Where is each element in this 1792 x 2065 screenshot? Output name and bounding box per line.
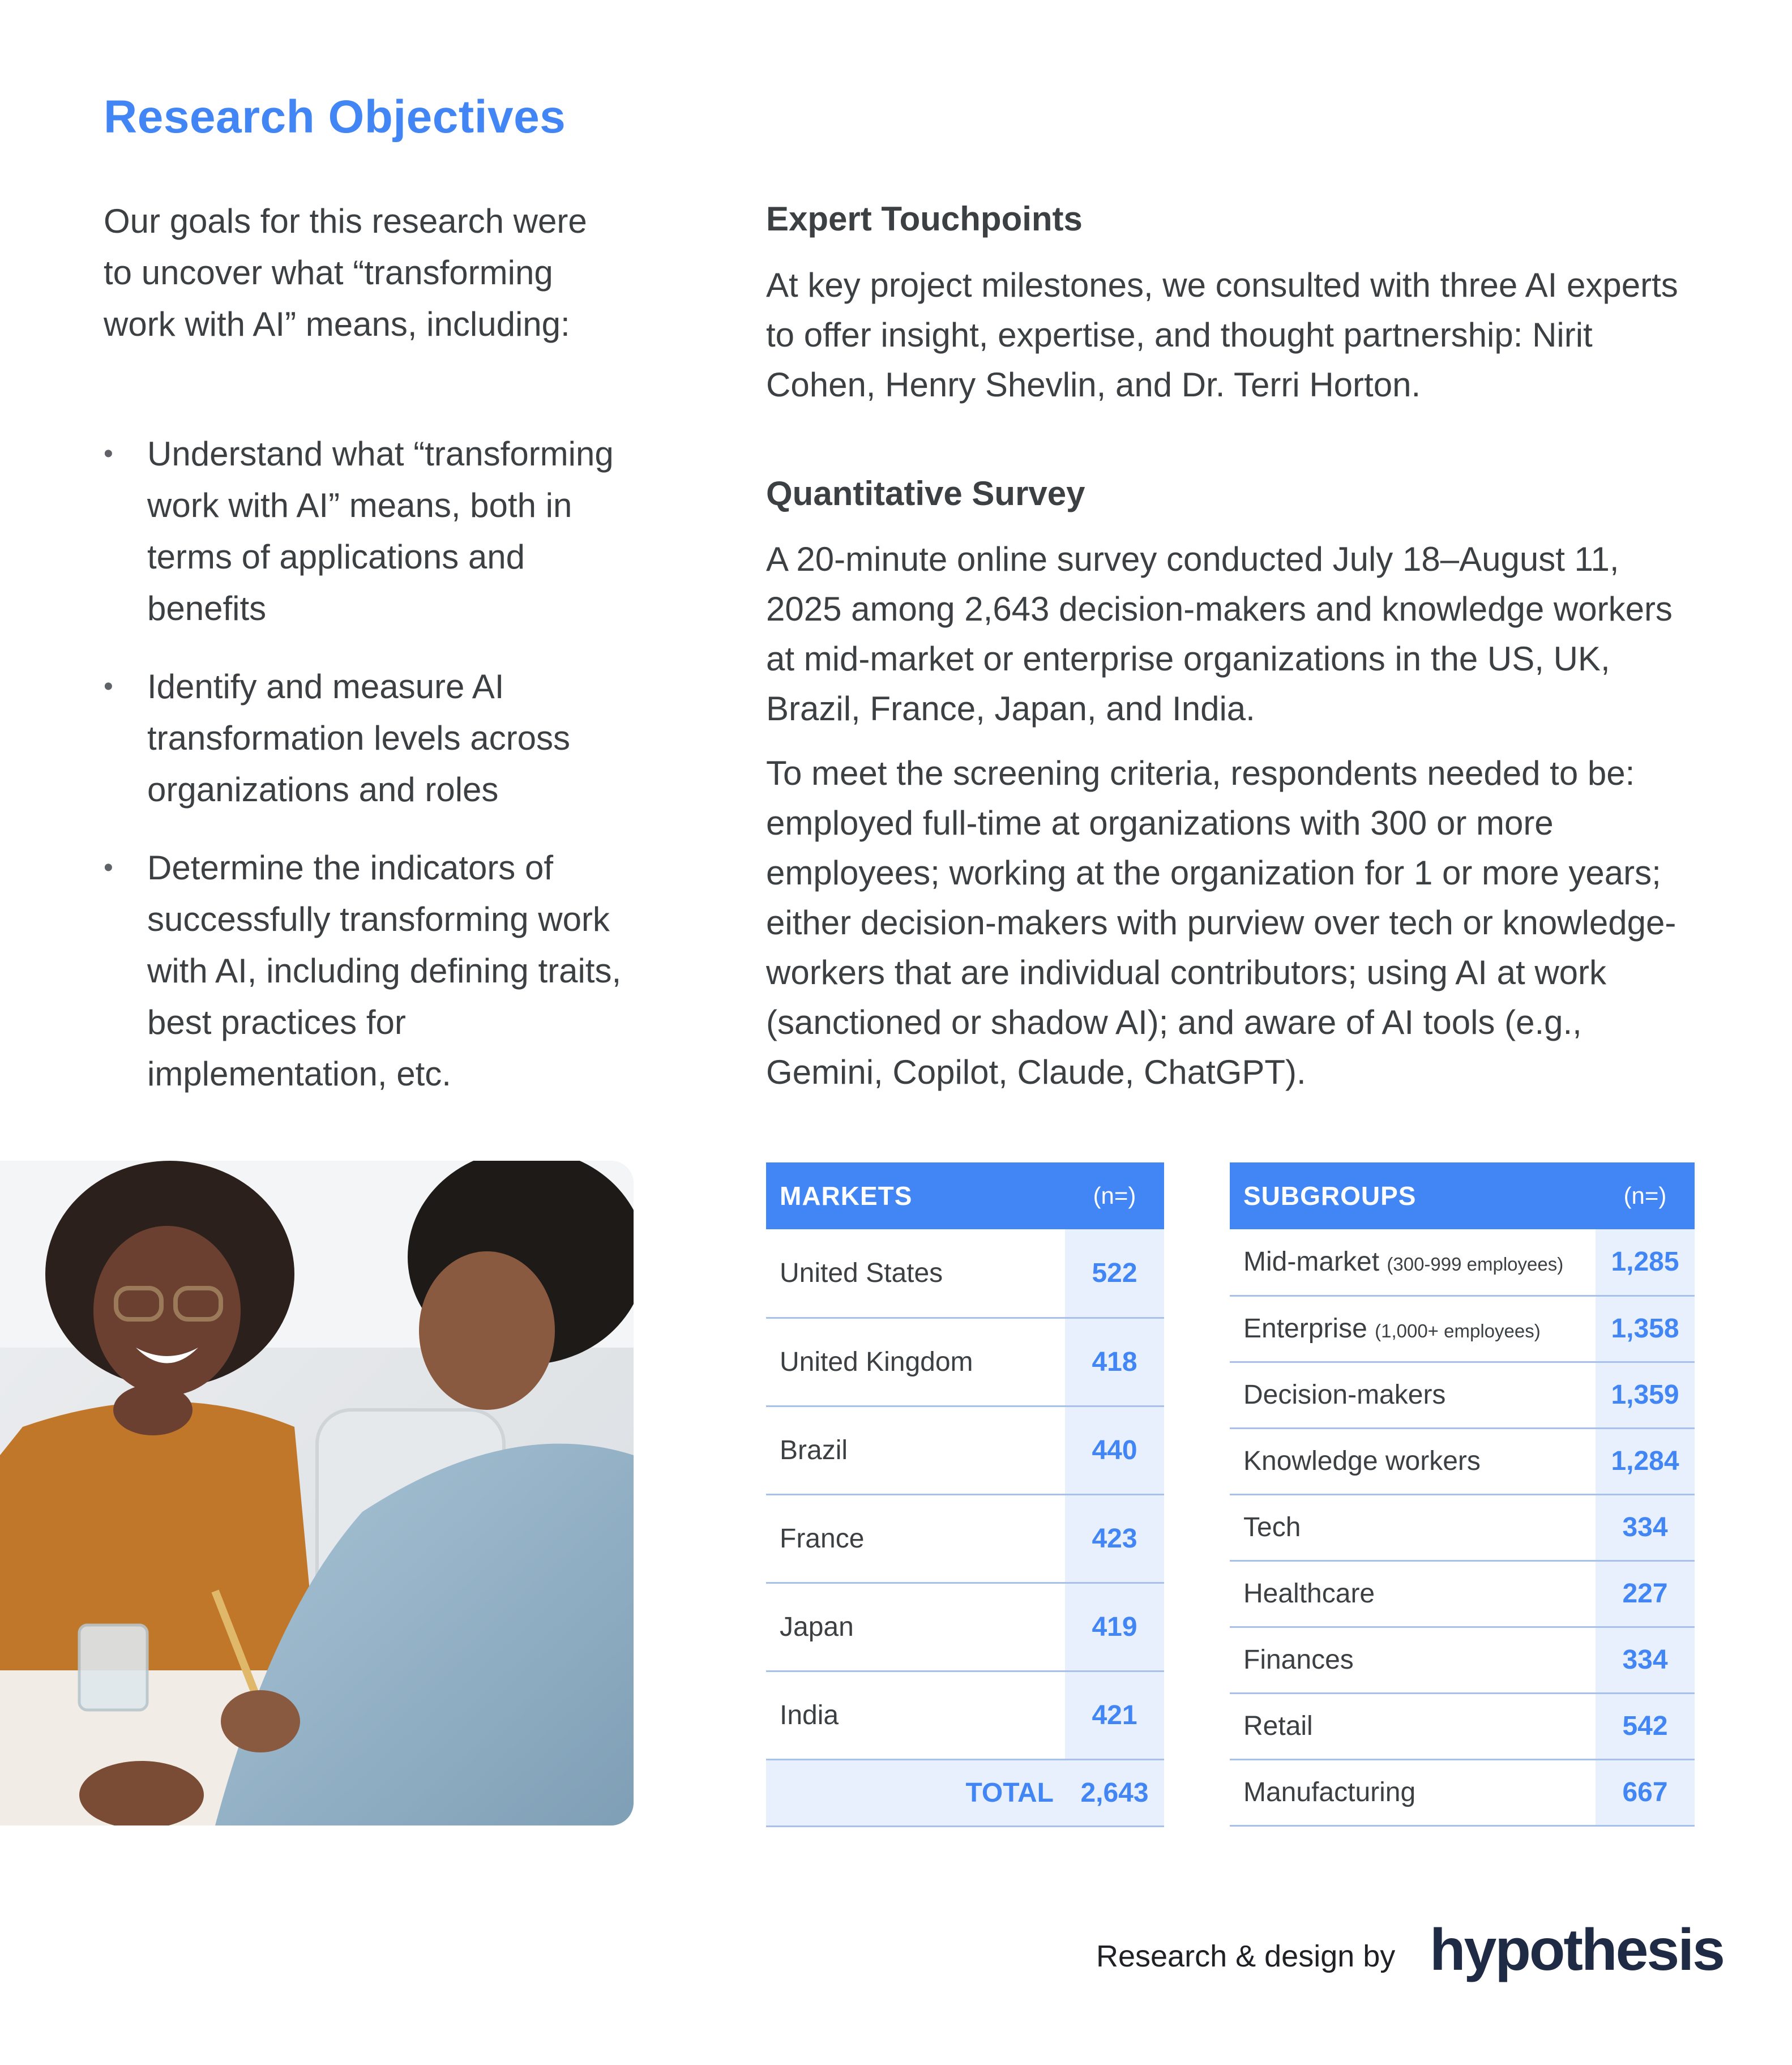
credit-text: Research & design by [1096, 1939, 1396, 1973]
subgroup-n: 1,358 [1596, 1296, 1695, 1362]
subgroup-name: Tech [1230, 1494, 1596, 1560]
subgroup-name: Decision-makers [1230, 1362, 1596, 1428]
market-n: 421 [1065, 1671, 1164, 1759]
subgroup-name [1230, 1229, 1596, 1296]
subgroup-n: 1,284 [1596, 1428, 1695, 1494]
market-name: United States [766, 1229, 1065, 1318]
objectives-list [104, 428, 625, 1126]
table-row [1230, 1560, 1695, 1627]
table-row [1230, 1229, 1695, 1296]
survey-heading: Quantitative Survey [766, 474, 1085, 512]
table-row [766, 1494, 1164, 1583]
market-n: 440 [1065, 1406, 1164, 1494]
subgroups-table [1230, 1162, 1695, 1827]
subgroup-name: Retail [1230, 1693, 1596, 1759]
objective-item: • Determine the indicators of successfully transforming work with AI, including defining traits, best practices for implementation, etc. [104, 842, 625, 1100]
table-row [1230, 1627, 1695, 1693]
subgroup-note: (300-999 employees) [1387, 1254, 1564, 1275]
markets-header: MARKETS [766, 1162, 1065, 1229]
market-n: 418 [1065, 1318, 1164, 1406]
market-n: 423 [1065, 1494, 1164, 1583]
table-row [766, 1671, 1164, 1759]
subgroup-name [1230, 1296, 1596, 1362]
table-row [1230, 1693, 1695, 1759]
page-title: Research Objectives [104, 91, 566, 143]
table-row [1230, 1494, 1695, 1560]
market-name: Brazil [766, 1406, 1065, 1494]
market-name: France [766, 1494, 1065, 1583]
subgroup-n: 334 [1596, 1627, 1695, 1693]
market-n: 419 [1065, 1583, 1164, 1671]
table-row [766, 1318, 1164, 1406]
expert-text: At key project milestones, we consulted with three AI experts to offer insight, expertise, and thought partnership: Nirit Cohen, Henry Shevlin, and Dr. Terri Horton. [766, 266, 1678, 404]
table-row [766, 1229, 1164, 1318]
subgroup-n: 667 [1596, 1759, 1695, 1825]
subgroup-name: Healthcare [1230, 1560, 1596, 1627]
subgroup-n: 542 [1596, 1693, 1695, 1759]
screening-criteria-text: To meet the screening criteria, respondents needed to be: employed full-time at organizations with 300 or more employees; working at the organization for 1 or more years; either decision-makers with purview over tech or knowledge-workers that are individual contributors; using AI at work (sanctioned or shadow AI); and aware of AI tools (e.g., Gemini, Copilot, Claude, ChatGPT). [766, 754, 1676, 1091]
table-row [1230, 1428, 1695, 1494]
total-value: 2,643 [1065, 1759, 1164, 1826]
intro-text: Our goals for this research were to uncover what “transforming work with AI” means, including: [104, 202, 587, 343]
subgroups-header: SUBGROUPS [1230, 1162, 1596, 1229]
markets-n-header: (n=) [1065, 1162, 1164, 1229]
total-label: TOTAL [766, 1759, 1065, 1826]
subgroup-n: 227 [1596, 1560, 1695, 1627]
market-n: 522 [1065, 1229, 1164, 1318]
subgroup-note: (1,000+ employees) [1375, 1320, 1541, 1341]
expert-heading: Expert Touchpoints [766, 200, 1083, 238]
subgroup-n: 1,359 [1596, 1362, 1695, 1428]
subgroup-name: Manufacturing [1230, 1759, 1596, 1825]
subgroup-name: Finances [1230, 1627, 1596, 1693]
survey-text: A 20-minute online survey conducted July 18–August 11, 2025 among 2,643 decision-makers and knowledge workers at mid-market or enterprise organizations in the US, UK, Brazil, France, Japan, and India. [766, 540, 1673, 728]
subgroup-label: Mid-market [1243, 1247, 1380, 1277]
markets-table [766, 1162, 1164, 1827]
subgroup-name: Knowledge workers [1230, 1428, 1596, 1494]
market-name: United Kingdom [766, 1318, 1065, 1406]
market-name: India [766, 1671, 1065, 1759]
table-row [1230, 1362, 1695, 1428]
subgroup-n: 334 [1596, 1494, 1695, 1560]
table-row [766, 1406, 1164, 1494]
meeting-photo [0, 1161, 634, 1825]
table-row [1230, 1296, 1695, 1362]
objective-item: • Understand what “transforming work with AI” means, both in terms of applications and benefits [104, 428, 625, 634]
subgroup-label: Enterprise [1243, 1314, 1367, 1344]
table-row [1230, 1759, 1695, 1825]
hypothesis-logo: hypothesis [1430, 1917, 1723, 1983]
table-row [766, 1583, 1164, 1671]
total-row [766, 1759, 1164, 1826]
objective-item: • Identify and measure AI transformation levels across organizations and roles [104, 661, 625, 815]
market-name: Japan [766, 1583, 1065, 1671]
subgroups-n-header: (n=) [1596, 1162, 1695, 1229]
subgroup-n: 1,285 [1596, 1229, 1695, 1296]
